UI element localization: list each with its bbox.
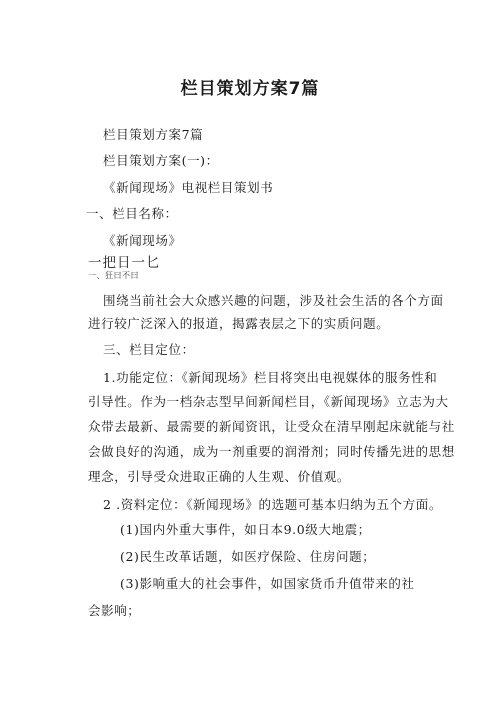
list-item: (1)国内外重大事件，如日本9.0级大地震；	[120, 522, 371, 537]
subtitle-line: 栏目策划方案7篇	[103, 127, 204, 142]
paragraph-line: 进行较广泛深入的报道，揭露表层之下的实质问题。	[88, 316, 390, 331]
heading-column-name: 一、栏目名称：	[86, 206, 178, 221]
garbled-small-heading: 一、狂曰不曰	[88, 271, 139, 280]
heading-positioning: 三、栏目定位：	[103, 342, 195, 357]
paragraph-line: 会做良好的沟通，成为一剂重要的润滑剂；同时传播先进的思想	[88, 444, 455, 459]
section-heading-part-one: 栏目策划方案(一)：	[103, 153, 219, 168]
paragraph-line: 众带去最新、最需要的新闻资讯，让受众在清早刚起床就能与社	[88, 419, 455, 434]
paragraph-line: 1.功能定位：《新闻现场》栏目将突出电视媒体的服务性和	[103, 370, 438, 385]
plan-title-line: 《新闻现场》电视栏目策划书	[103, 180, 274, 195]
column-name-value: 《新闻现场》	[103, 233, 182, 248]
paragraph-line: 理念，引导受众进取正确的人生观、价值观。	[88, 469, 351, 484]
garbled-text-line: 一把日一匕	[88, 255, 161, 271]
paragraph-line: 2 .资料定位：《新闻现场》的选题可基本归纳为五个方面。	[103, 497, 442, 512]
list-item: (3)影响重大的社会事件，如国家货币升值带来的社	[120, 576, 415, 591]
document-title: 栏目策划方案7篇	[180, 79, 320, 99]
list-item: (2)民生改革话题，如医疗保险、住房问题；	[120, 549, 376, 564]
paragraph-line: 围绕当前社会大众感兴趣的问题，涉及社会生活的各个方面	[103, 293, 444, 308]
paragraph-line: 引导性。作为一档杂志型早间新闻栏目，《新闻现场》立志为大	[88, 394, 449, 409]
list-item-continuation: 会影响；	[88, 603, 141, 618]
